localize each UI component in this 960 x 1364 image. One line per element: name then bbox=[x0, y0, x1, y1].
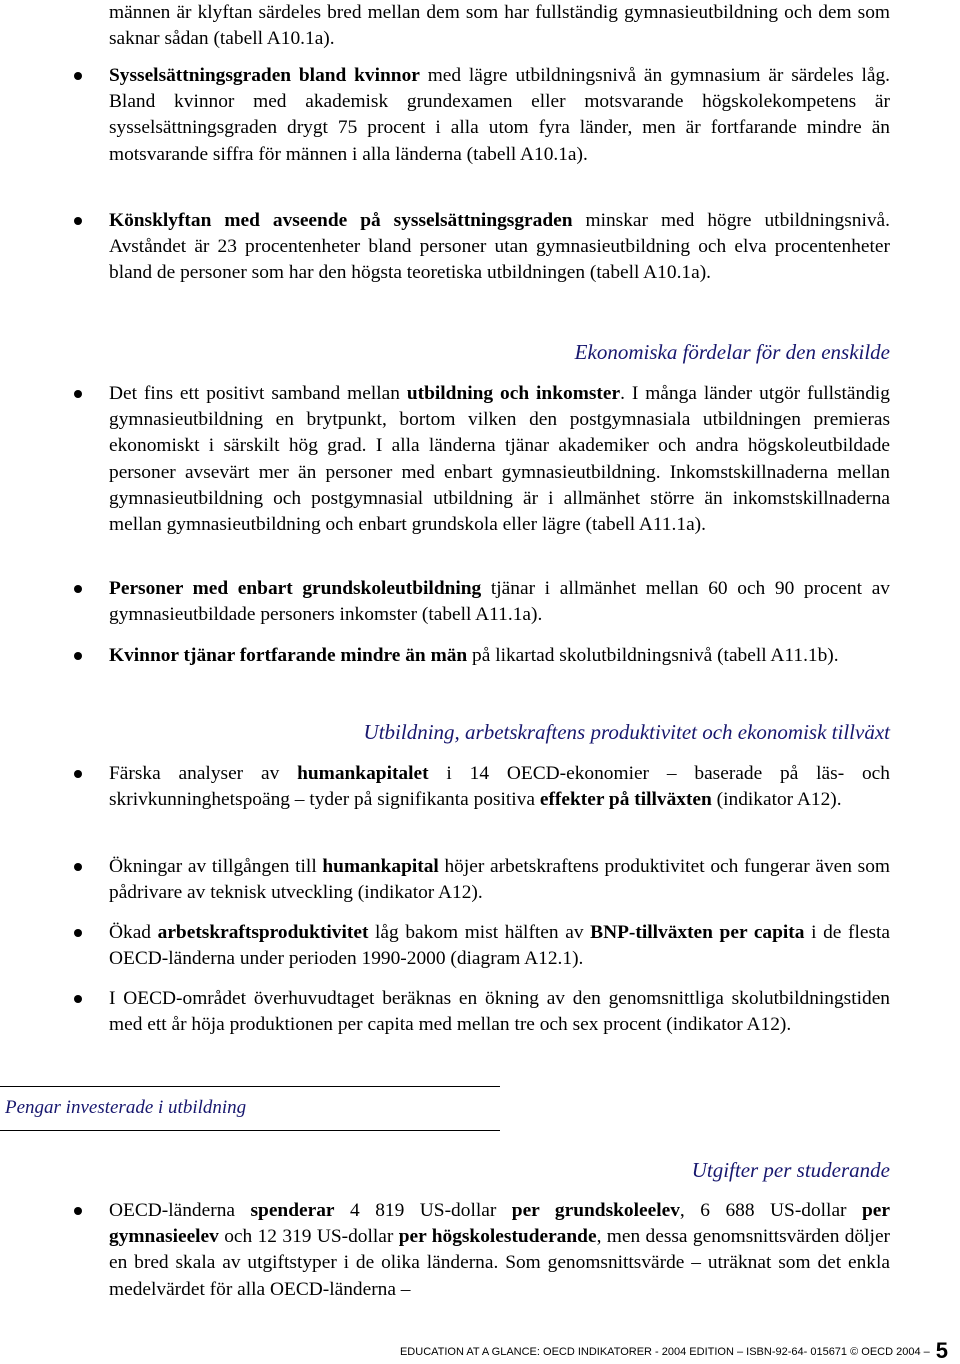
bold-run: per grundskoleelev bbox=[511, 1200, 680, 1221]
bullet-icon bbox=[74, 995, 82, 1003]
text-run: I OECD-området överhuvudtaget beräknas en ökning av den genomsnittliga skolutbildningstiden med ett år höja produktionen per capita med mellan tre och sex procent (indikator A12). bbox=[109, 988, 890, 1036]
bold-run: effekter på tillväxten bbox=[539, 789, 712, 811]
bullet-icon bbox=[74, 585, 82, 593]
text-run: i de flesta OECD-länderna under perioden 1990-2000 (diagram A12.1). bbox=[109, 922, 890, 970]
footer-text: EDUCATION AT A GLANCE: OECD INDIKATORER - 2004 EDITION – ISBN-92-64- 015671 © OECD 2004 – bbox=[399, 1346, 930, 1358]
bullet-icon bbox=[74, 863, 82, 871]
bold-run: BNP-tillväxten per capita bbox=[590, 922, 805, 943]
paragraph-continuation bbox=[109, 0, 890, 52]
bullet-paragraph-expenditure bbox=[109, 1198, 890, 1303]
chapter-rule-bottom bbox=[0, 1130, 500, 1131]
section-heading: Utgifter per studerande bbox=[691, 1158, 890, 1182]
bold-run: arbetskraftsproduktivitet bbox=[157, 922, 369, 943]
bold-run: spenderar bbox=[250, 1200, 335, 1221]
bullet-icon bbox=[74, 217, 82, 225]
text-run: männen är klyftan särdeles bred mellan dem som har fullständig gymnasieutbildning och dem som saknar sådan (tabell A10.1a). bbox=[109, 2, 890, 50]
bullet-paragraph-schooling-years bbox=[109, 986, 890, 1038]
bullet-icon bbox=[74, 390, 82, 398]
bullet-icon bbox=[74, 929, 82, 937]
text-run: tjänar i allmänhet mellan 60 och 90 procent av gymnasieutbildade personers inkomster (tabell A11.1a). bbox=[109, 578, 891, 626]
bullet-icon bbox=[74, 72, 82, 80]
text-run: och 12 319 US-dollar bbox=[218, 1226, 399, 1248]
text-run: . I många länder utgör fullständig gymnasieutbildning en brytpunkt, bortom vilken den postgymnasiala utbildningen premieras ekonomiskt i särskilt hög grad. I alla länderna tjänar akademiker och andra högskoleutbildade personer avsevärt mer än personer med enbart gymnasieutbildning. Inkomstskillnaderna mellan gymnasieutbildning och postgymnasial utbildning är i allmänhet större än inkomstskillnaderna mellan gymnasieutbildning och enbart grundskola eller lägre (tabell A11.1a). bbox=[109, 383, 890, 536]
text-run: 4 819 US-dollar bbox=[334, 1200, 512, 1221]
bold-run: Kvinnor tjänar fortfarande mindre än män bbox=[109, 645, 468, 666]
bullet-icon bbox=[74, 652, 82, 660]
bold-run: utbildning och inkomster bbox=[406, 383, 621, 404]
text-run: minskar med högre utbildningsnivå. Avståndet är 23 procentenheter bland personer utan gymnasieutbildning och elva procentenheter bland de personer som har den högsta teoretiska utbildningen (tabell A10.1a). bbox=[109, 210, 890, 284]
bullet-icon bbox=[74, 1207, 82, 1215]
text-run: , men dessa genomsnittsvärden döljer en bred skala av utgiftstyper i de olika länderna. Som genomsnittsvärde – uträknat som det enkla medelvärdet för alla OECD-länderna – bbox=[109, 1226, 891, 1300]
bold-run: humankapital bbox=[322, 856, 439, 877]
page-footer bbox=[400, 1338, 948, 1364]
text-run: i 14 OECD-ekonomier – baserade på läs- och skrivkunninghetspoäng – tyder på signifikanta positiva bbox=[109, 763, 890, 811]
bold-run: Könsklyftan med avseende på sysselsättningsgraden bbox=[109, 210, 573, 231]
text-run: Ökningar av tillgången till bbox=[109, 856, 323, 877]
bullet-paragraph-human-capital bbox=[109, 761, 890, 813]
bold-run: per gymnasieelev bbox=[109, 1200, 890, 1248]
text-run: låg bakom mist hälften av bbox=[368, 922, 591, 943]
bullet-paragraph-income bbox=[109, 381, 890, 538]
page-number: 5 bbox=[935, 1338, 948, 1363]
chapter-heading: Pengar investerade i utbildning bbox=[5, 1097, 247, 1118]
bullet-paragraph-gender-gap bbox=[109, 208, 890, 287]
text-run: Det fins ett positivt samband mellan bbox=[109, 383, 407, 404]
section-heading: Ekonomiska fördelar för den enskilde bbox=[574, 340, 890, 364]
section-heading: Utbildning, arbetskraftens produktivitet och ekonomisk tillväxt bbox=[363, 720, 890, 744]
bullet-paragraph-gdp-growth bbox=[109, 920, 890, 972]
text-run: Färska analyser av bbox=[109, 763, 298, 784]
bold-run: per högskolestuderande bbox=[398, 1226, 597, 1248]
text-run: , 6 688 US-dollar bbox=[679, 1200, 862, 1221]
text-run: höjer arbetskraftens produktivitet och fungerar även som pådrivare av teknisk utveckling (indikator A12). bbox=[109, 856, 890, 904]
bullet-paragraph-women-earnings bbox=[109, 643, 890, 669]
bullet-icon bbox=[74, 770, 82, 778]
text-run: Ökad bbox=[109, 922, 158, 943]
text-run: OECD-länderna bbox=[109, 1200, 251, 1221]
text-run: på likartad skolutbildningsnivå (tabell A11.1b). bbox=[467, 645, 839, 666]
bold-run: Sysselsättningsgraden bland kvinnor bbox=[109, 65, 420, 86]
bullet-paragraph-productivity bbox=[109, 854, 890, 906]
bold-run: humankapitalet bbox=[297, 763, 429, 784]
chapter-rule-top bbox=[0, 1086, 500, 1087]
text-run: (indikator A12). bbox=[711, 789, 842, 811]
bold-run: Personer med enbart grundskoleutbildning bbox=[109, 578, 482, 599]
bullet-paragraph-employment-women bbox=[109, 63, 890, 168]
bullet-paragraph-primary-only bbox=[109, 576, 890, 628]
text-run: med lägre utbildningsnivå än gymnasium är särdeles låg. Bland kvinnor med akademisk grundexamen eller motsvarande högskolekompetens är sysselsättningsgraden drygt 75 procent i alla utom fyra länder, men är fortfarande mindre än motsvarande siffra för männen i alla länderna (tabell A10.1a). bbox=[109, 65, 890, 165]
